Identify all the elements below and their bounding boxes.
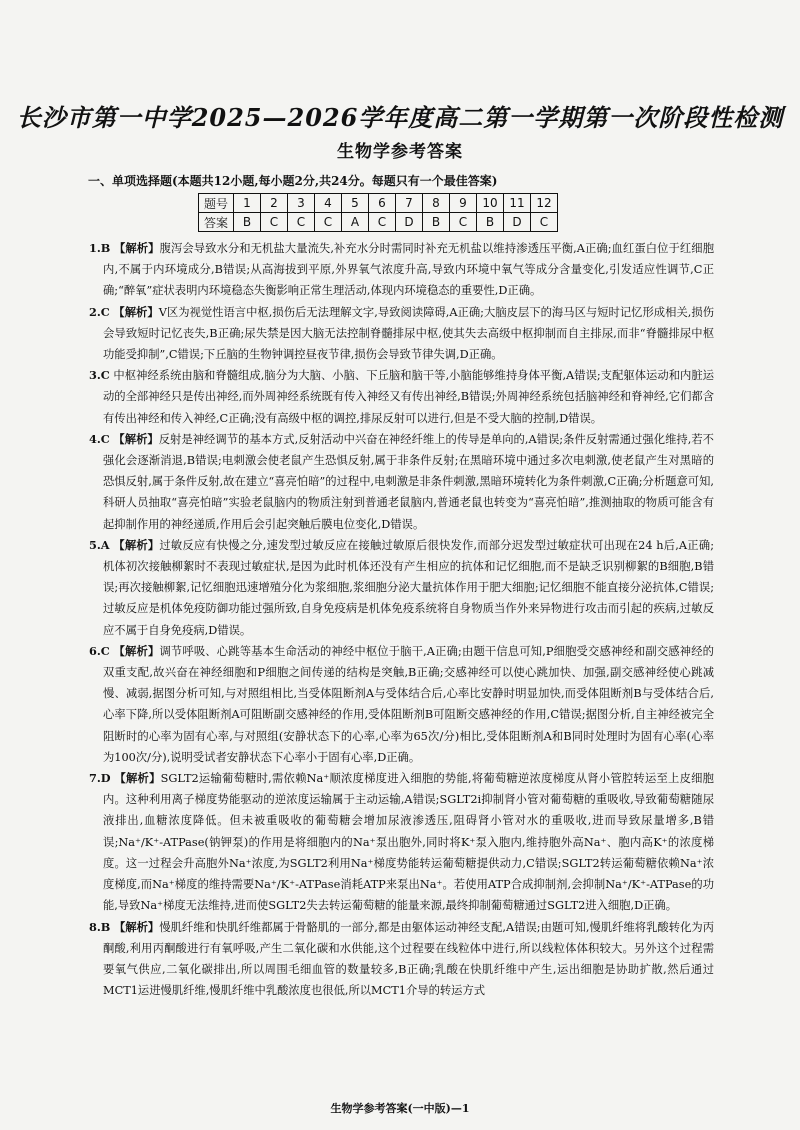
answer-cell: C bbox=[315, 213, 342, 232]
item-text: 腹泻会导致水分和无机盐大量流失,补充水分时需同时补充无机盐以维持渗透压平衡,A正确;血红蛋白位于红细胞内,不属于内环境成分,B错误;从高海拔到平原,外界氧气浓度升高,导致内环境中氧气等成分含量变化,引发适应性调节,C正确;“醉氧”症状表明内环境稳态失衡影响正常生理活动,体现内环境稳态的重要性,D正确。 bbox=[103, 242, 714, 298]
explanation-item bbox=[89, 917, 714, 1002]
explanation-item bbox=[89, 365, 714, 429]
answer-cell: C bbox=[261, 213, 288, 232]
analysis-tag: 【解析】 bbox=[113, 304, 159, 319]
question-number-cell: 3 bbox=[288, 194, 315, 213]
item-text: V区为视觉性语言中枢,损伤后无法理解文字,导致阅读障碍,A正确;大脑皮层下的海马区与短时记忆形成相关,损伤会导致短时记忆丧失,B正确;尿失禁是因大脑无法控制脊髓排尿中枢,使其失去高级中枢抑制而自主排尿,而非“脊髓排尿中枢功能受抑制”,C错误;下丘脑的生物钟调控昼夜节律,损伤会导致节律失调,D正确。 bbox=[103, 305, 714, 362]
document-subtitle: 生物学参考答案 bbox=[337, 142, 463, 162]
question-number-cell: 4 bbox=[315, 194, 342, 213]
question-number-cell: 1 bbox=[234, 194, 261, 213]
question-number-cell: 8 bbox=[423, 194, 450, 213]
explanation-item bbox=[89, 768, 714, 916]
explanation-item bbox=[89, 535, 714, 641]
explanation-item bbox=[89, 429, 714, 535]
item-text: SGLT2运输葡萄糖时,需依赖Na⁺顺浓度梯度进入细胞的势能,将葡萄糖逆浓度梯度从肾小管腔转运至上皮细胞内。这种利用离子梯度势能驱动的逆浓度运输属于主动运输,A错误;SGLT2i抑制肾小管对葡萄糖的重吸收,导致葡萄糖随尿液排出,血糖浓度降低。但未被重吸收的葡萄糖会增加尿液渗透压,阻碍肾小管对水的重吸收,进而导致尿量增多,B错误;Na⁺/K⁺-ATPase(钠钾泵)的作用是将细胞内的Na⁺泵出胞外,同时将K⁺泵入胞内,维持胞外高Na⁺、胞内高K⁺的浓度梯度。这一过程会升高胞外Na⁺浓度,为SGLT2利用Na⁺梯度势能转运葡萄糖提供动力,C错误;SGLT2转运葡萄糖依赖Na⁺浓度梯度,而Na⁺梯度的维持需要Na⁺/K⁺-ATPase消耗ATP来泵出Na⁺。若使用ATP合成抑制剂,会抑制Na⁺/K⁺-ATPase的功能,导致Na⁺梯度无法维持,进而使SGLT2失去转运葡萄糖的能量来源,最终抑制葡萄糖通过SGLT2进入细胞,D正确。 bbox=[103, 772, 714, 913]
answer-cell: A bbox=[342, 213, 369, 232]
item-text: 慢肌纤维和快肌纤维都属于骨骼肌的一部分,都是由躯体运动神经支配,A错误;由题可知,慢肌纤维将乳酸转化为丙酮酸,利用丙酮酸进行有氧呼吸,产生二氧化碳和水供能,这个过程要在线粒体中进行,所以线粒体体积较大。另外这个过程需要氧气供应,二氧化碳排出,所以周围毛细血管的数量较多,B正确;乳酸在快肌纤维中产生,运出细胞是协助扩散,然后通过MCT1运进慢肌纤维,慢肌纤维中乳酸浓度也很低,所以MCT1介导的转运方式 bbox=[103, 920, 714, 998]
analysis-tag: 【解析】 bbox=[113, 919, 160, 934]
analysis-tag: 【解析】 bbox=[113, 643, 160, 658]
explanation-item bbox=[89, 302, 714, 366]
item-number: 1.B bbox=[89, 241, 111, 255]
explanation-item bbox=[89, 238, 714, 302]
page-footer: 生物学参考答案(一中版)—1 bbox=[330, 1102, 470, 1115]
question-number-cell: 11 bbox=[504, 194, 531, 213]
item-number: 7.D bbox=[89, 771, 111, 786]
item-number: 2.C bbox=[89, 304, 110, 319]
question-number-cell: 2 bbox=[261, 194, 288, 213]
answer-cell: C bbox=[531, 213, 558, 232]
explanation-item bbox=[89, 641, 714, 768]
answer-cell: B bbox=[234, 213, 261, 232]
answer-cell: C bbox=[450, 213, 477, 232]
answer-table bbox=[198, 193, 558, 232]
answer-cell: B bbox=[423, 213, 450, 232]
analysis-tag: 【解析】 bbox=[113, 431, 159, 446]
item-text: 过敏反应有快慢之分,速发型过敏反应在接触过敏原后很快发作,而部分迟发型过敏症状可出现在24 h后,A正确;机体初次接触柳絮时不表现过敏症状,是因为此时机体还没有产生相应的抗体和记忆细胞,而不是缺乏识别柳絮的B细胞,B错误;再次接触柳絮,记忆细胞迅速增殖分化为浆细胞,浆细胞分泌大量抗体作用于肥大细胞;记忆细胞不能直接分泌抗体,C错误;过敏反应是机体免疫防御功能过强所致,自身免疫病是机体免疫系统将自身物质当作外来异物进行攻击而引起的疾病,过敏反应不属于自身免疫病,D错误。 bbox=[103, 538, 715, 637]
item-number: 6.C bbox=[89, 643, 110, 658]
item-text: 中枢神经系统由脑和脊髓组成,脑分为大脑、小脑、下丘脑和脑干等,小脑能够维持身体平衡,A错误;支配躯体运动和内脏运动的全部神经只是传出神经,而外周神经系统既有传入神经又有传出神经,B错误;外周神经系统包括脑神经和脊神经,它们都含有传出神经和传入神经,C正确;没有高级中枢的调控,排尿反射可以进行,但是不受大脑的控制,D错误。 bbox=[103, 369, 714, 425]
document-title: 长沙市第一中学2025—2026学年度高二第一学期第一次阶段性检测 bbox=[16, 103, 784, 132]
question-number-cell: 12 bbox=[531, 194, 558, 213]
answer-table-answer-row bbox=[199, 213, 558, 232]
answer-cell: B bbox=[477, 213, 504, 232]
answer-cell: D bbox=[396, 213, 423, 232]
item-number: 3.C bbox=[89, 368, 110, 383]
question-number-cell: 7 bbox=[396, 194, 423, 213]
analysis-tag: 【解析】 bbox=[114, 241, 160, 255]
explanation-list bbox=[89, 238, 714, 1001]
answer-table-number-row bbox=[199, 194, 558, 213]
question-number-cell: 6 bbox=[369, 194, 396, 213]
answer-cell: D bbox=[504, 213, 531, 232]
section-heading: 一、单项选择题(本题共12小题,每小题2分,共24分。每题只有一个最佳答案) bbox=[88, 174, 498, 188]
item-number: 4.C bbox=[89, 431, 110, 446]
question-number-cell: 10 bbox=[477, 194, 504, 213]
answer-cell: C bbox=[288, 213, 315, 232]
answer-table-answer-header: 答案 bbox=[199, 213, 234, 232]
question-number-cell: 9 bbox=[450, 194, 477, 213]
answer-table-number-header: 题号 bbox=[199, 194, 234, 213]
item-number: 5.A bbox=[89, 537, 110, 552]
item-number: 8.B bbox=[89, 919, 111, 934]
question-number-cell: 5 bbox=[342, 194, 369, 213]
item-text: 反射是神经调节的基本方式,反射活动中兴奋在神经纤维上的传导是单向的,A错误;条件反射需通过强化维持,若不强化会逐渐消退,B错误;电刺激会使老鼠产生恐惧反射,属于非条件反射;在黑暗环境中通过多次电刺激,使老鼠产生对黑暗的恐惧反射,属于条件反射,故在建立“喜亮怕暗”的过程中,电刺激是非条件刺激,黑暗环境转化为条件刺激,C正确;分析题意可知,科研人员抽取“喜亮怕暗”实验老鼠脑内的物质注射到普通老鼠脑内,普通老鼠也转变为“喜亮怕暗”,推测抽取的物质可能含有起抑制作用的神经递质,作用后会引起突触后膜电位变化,D错误。 bbox=[103, 432, 714, 531]
item-text: 调节呼吸、心跳等基本生命活动的神经中枢位于脑干,A正确;由题干信息可知,P细胞受交感神经和副交感神经的双重支配,故兴奋在神经细胞和P细胞之间传递的结构是突触,B正确;交感神经可以使心跳加快、加强,副交感神经使心跳减慢、减弱,据图分析可知,与对照组相比,当受体阻断剂A与受体结合后,心率比安静时明显加快,而受体阻断剂B与受体结合后,心率下降,所以受体阻断剂A可阻断副交感神经的作用,受体阻断剂B可阻断交感神经的作用,C错误;据图分析,自主神经被完全阻断时的心率为固有心率,与对照组(安静状态下的心率,心率为65次/分)相比,受体阻断剂A和B同时处理时为固有心率(心率为100次/分),说明受试者安静状态下心率小于固有心率,D正确。 bbox=[103, 644, 714, 764]
analysis-tag: 【解析】 bbox=[114, 771, 161, 786]
answer-cell: C bbox=[369, 213, 396, 232]
analysis-tag: 【解析】 bbox=[113, 537, 160, 552]
